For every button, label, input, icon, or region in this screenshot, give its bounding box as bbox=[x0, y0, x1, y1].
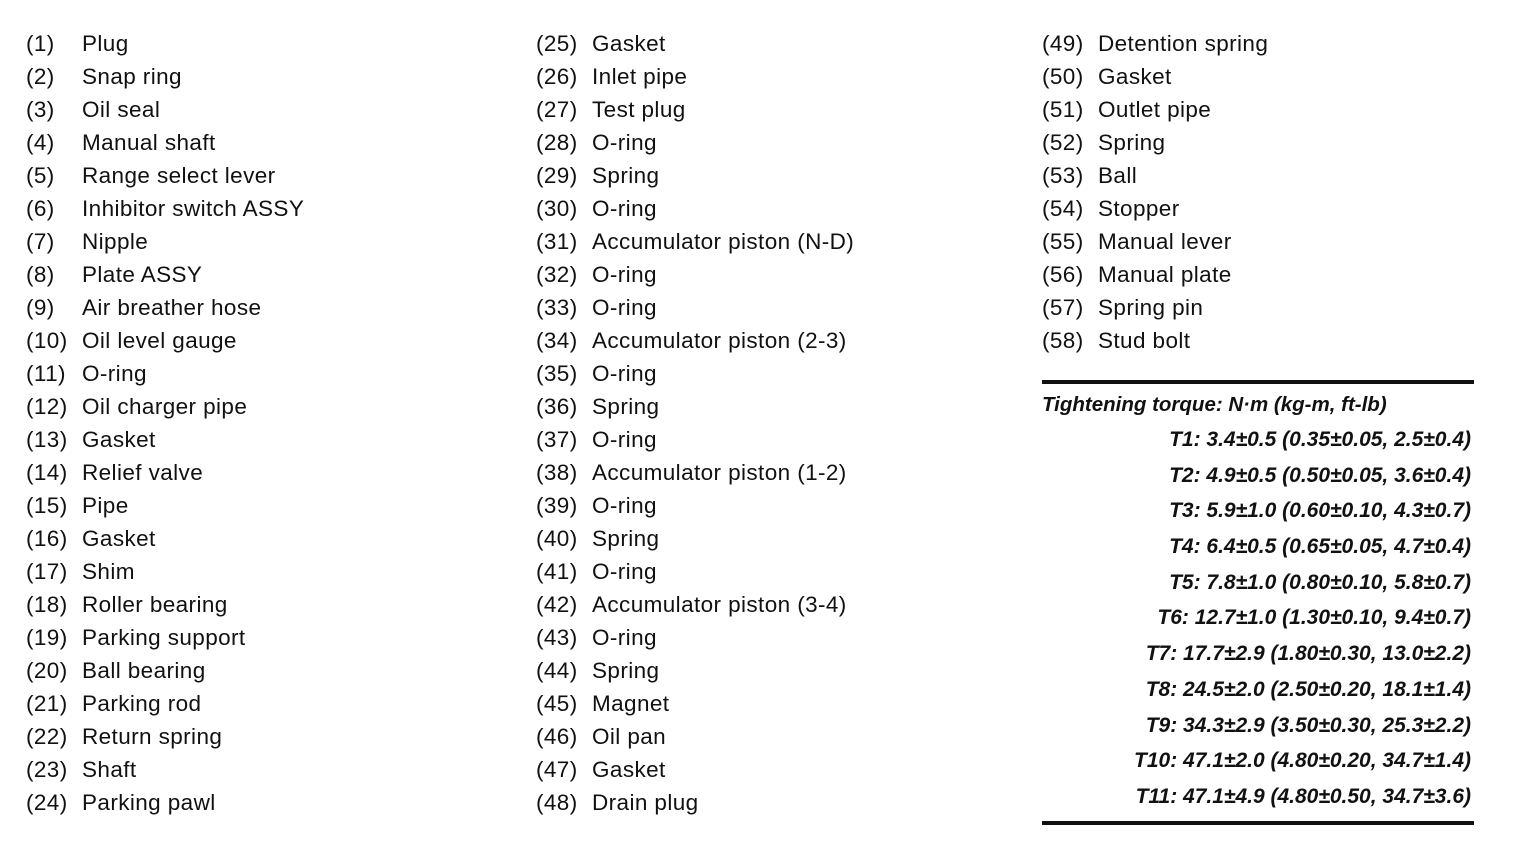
part-name: Manual plate bbox=[1098, 262, 1232, 287]
part-number: (36) bbox=[536, 394, 578, 419]
part-number: (41) bbox=[536, 559, 578, 584]
part-number: (15) bbox=[26, 493, 68, 518]
part-name: Shaft bbox=[82, 757, 137, 782]
part-item bbox=[536, 60, 854, 93]
part-number: (16) bbox=[26, 526, 68, 551]
part-item bbox=[536, 390, 854, 423]
part-item bbox=[536, 423, 854, 456]
torque-spec: T10: 47.1±2.0 (4.80±0.20, 34.7±1.4) bbox=[1134, 749, 1471, 773]
torque-list bbox=[1042, 422, 1474, 815]
part-item bbox=[536, 27, 854, 60]
part-name: Gasket bbox=[82, 427, 156, 452]
part-name: Drain plug bbox=[592, 790, 699, 815]
torque-spec: T9: 34.3±2.9 (3.50±0.30, 25.3±2.2) bbox=[1145, 713, 1471, 737]
part-name: Roller bearing bbox=[82, 592, 228, 617]
part-item bbox=[1042, 225, 1268, 258]
part-number: (8) bbox=[26, 262, 55, 287]
part-number: (43) bbox=[536, 625, 578, 650]
part-item bbox=[26, 60, 304, 93]
part-item bbox=[536, 786, 854, 819]
part-item bbox=[26, 489, 304, 522]
parts-list-column-1 bbox=[26, 27, 304, 819]
part-item bbox=[536, 588, 854, 621]
part-item bbox=[26, 621, 304, 654]
part-number: (48) bbox=[536, 790, 578, 815]
part-item bbox=[26, 555, 304, 588]
part-number: (50) bbox=[1042, 64, 1084, 89]
part-item bbox=[26, 786, 304, 819]
part-name: Oil level gauge bbox=[82, 328, 237, 353]
part-number: (45) bbox=[536, 691, 578, 716]
part-name: Shim bbox=[82, 559, 135, 584]
part-name: Manual lever bbox=[1098, 229, 1232, 254]
part-name: Parking support bbox=[82, 625, 246, 650]
part-item bbox=[536, 555, 854, 588]
part-number: (29) bbox=[536, 163, 578, 188]
part-item bbox=[26, 357, 304, 390]
part-item bbox=[1042, 192, 1268, 225]
part-number: (4) bbox=[26, 130, 55, 155]
part-name: Range select lever bbox=[82, 163, 276, 188]
part-number: (13) bbox=[26, 427, 68, 452]
part-name: Air breather hose bbox=[82, 295, 262, 320]
part-number: (25) bbox=[536, 31, 578, 56]
part-item bbox=[1042, 258, 1268, 291]
part-number: (40) bbox=[536, 526, 578, 551]
part-item bbox=[26, 753, 304, 786]
part-number: (30) bbox=[536, 196, 578, 221]
part-number: (37) bbox=[536, 427, 578, 452]
part-number: (49) bbox=[1042, 31, 1084, 56]
part-name: Oil charger pipe bbox=[82, 394, 248, 419]
part-item bbox=[26, 258, 304, 291]
part-name: Stud bolt bbox=[1098, 328, 1191, 353]
part-item bbox=[536, 720, 854, 753]
part-item bbox=[536, 357, 854, 390]
part-name: Stopper bbox=[1098, 196, 1180, 221]
part-number: (52) bbox=[1042, 130, 1084, 155]
part-name: Spring pin bbox=[1098, 295, 1204, 320]
part-item bbox=[536, 93, 854, 126]
part-number: (21) bbox=[26, 691, 68, 716]
part-name: Spring bbox=[592, 526, 660, 551]
part-name: Return spring bbox=[82, 724, 223, 749]
part-name: O-ring bbox=[592, 196, 657, 221]
part-name: Spring bbox=[1098, 130, 1166, 155]
part-number: (55) bbox=[1042, 229, 1084, 254]
part-name: Plate ASSY bbox=[82, 262, 203, 287]
part-number: (12) bbox=[26, 394, 68, 419]
part-name: O-ring bbox=[592, 493, 657, 518]
part-number: (17) bbox=[26, 559, 68, 584]
part-item bbox=[1042, 159, 1268, 192]
part-item bbox=[536, 291, 854, 324]
torque-spec: T11: 47.1±4.9 (4.80±0.50, 34.7±3.6) bbox=[1135, 784, 1471, 808]
part-number: (42) bbox=[536, 592, 578, 617]
part-number: (7) bbox=[26, 229, 55, 254]
part-number: (44) bbox=[536, 658, 578, 683]
part-name: O-ring bbox=[592, 361, 657, 386]
part-item bbox=[536, 489, 854, 522]
part-number: (38) bbox=[536, 460, 578, 485]
part-name: O-ring bbox=[592, 427, 657, 452]
part-number: (1) bbox=[26, 31, 55, 56]
part-item bbox=[26, 27, 304, 60]
part-name: Gasket bbox=[592, 31, 666, 56]
part-name: Detention spring bbox=[1098, 31, 1269, 56]
part-name: Plug bbox=[82, 31, 129, 56]
part-item bbox=[536, 621, 854, 654]
part-item bbox=[536, 753, 854, 786]
part-number: (47) bbox=[536, 757, 578, 782]
part-name: Oil pan bbox=[592, 724, 667, 749]
part-number: (19) bbox=[26, 625, 68, 650]
part-item bbox=[536, 324, 854, 357]
part-number: (3) bbox=[26, 97, 55, 122]
part-name: Oil seal bbox=[82, 97, 161, 122]
part-item bbox=[536, 258, 854, 291]
part-item bbox=[26, 291, 304, 324]
part-number: (31) bbox=[536, 229, 578, 254]
part-number: (9) bbox=[26, 295, 55, 320]
part-name: Parking rod bbox=[82, 691, 202, 716]
part-number: (14) bbox=[26, 460, 68, 485]
part-item bbox=[26, 423, 304, 456]
parts-list-column-3 bbox=[1042, 27, 1268, 357]
part-name: Inlet pipe bbox=[592, 64, 688, 89]
part-name: O-ring bbox=[592, 559, 657, 584]
part-item bbox=[536, 687, 854, 720]
part-number: (11) bbox=[26, 361, 66, 386]
part-number: (35) bbox=[536, 361, 578, 386]
part-name: Accumulator piston (3-4) bbox=[592, 592, 847, 617]
part-number: (32) bbox=[536, 262, 578, 287]
part-item bbox=[26, 324, 304, 357]
part-number: (27) bbox=[536, 97, 578, 122]
part-name: Outlet pipe bbox=[1098, 97, 1212, 122]
part-item bbox=[26, 687, 304, 720]
part-name: Spring bbox=[592, 163, 660, 188]
part-name: O-ring bbox=[592, 262, 657, 287]
part-item bbox=[1042, 324, 1268, 357]
part-number: (34) bbox=[536, 328, 578, 353]
part-number: (20) bbox=[26, 658, 68, 683]
part-name: Magnet bbox=[592, 691, 670, 716]
part-number: (23) bbox=[26, 757, 68, 782]
part-item bbox=[26, 93, 304, 126]
part-item bbox=[536, 159, 854, 192]
part-number: (6) bbox=[26, 196, 55, 221]
part-name: Pipe bbox=[82, 493, 129, 518]
part-name: O-ring bbox=[592, 295, 657, 320]
part-number: (26) bbox=[536, 64, 578, 89]
part-item bbox=[26, 225, 304, 258]
part-name: Parking pawl bbox=[82, 790, 216, 815]
part-name: Inhibitor switch ASSY bbox=[82, 196, 305, 221]
part-number: (53) bbox=[1042, 163, 1084, 188]
part-item bbox=[26, 159, 304, 192]
part-number: (46) bbox=[536, 724, 578, 749]
part-name: Snap ring bbox=[82, 64, 182, 89]
part-name: Spring bbox=[592, 658, 660, 683]
torque-top-rule bbox=[1042, 380, 1474, 384]
part-item bbox=[1042, 60, 1268, 93]
part-item bbox=[1042, 291, 1268, 324]
part-name: Spring bbox=[592, 394, 660, 419]
torque-table bbox=[1042, 388, 1474, 815]
torque-spec: T8: 24.5±2.0 (2.50±0.20, 18.1±1.4) bbox=[1145, 677, 1471, 701]
part-item bbox=[1042, 27, 1268, 60]
torque-spec: T2: 4.9±0.5 (0.50±0.05, 3.6±0.4) bbox=[1169, 463, 1471, 487]
torque-spec: T6: 12.7±1.0 (1.30±0.10, 9.4±0.7) bbox=[1157, 606, 1471, 630]
part-number: (51) bbox=[1042, 97, 1084, 122]
part-item bbox=[26, 522, 304, 555]
part-item bbox=[26, 654, 304, 687]
part-name: Relief valve bbox=[82, 460, 204, 485]
part-number: (22) bbox=[26, 724, 68, 749]
part-number: (56) bbox=[1042, 262, 1084, 287]
part-name: O-ring bbox=[592, 130, 657, 155]
part-item bbox=[536, 126, 854, 159]
part-number: (2) bbox=[26, 64, 55, 89]
part-item bbox=[26, 126, 304, 159]
part-item bbox=[536, 456, 854, 489]
part-item bbox=[26, 720, 304, 753]
part-item bbox=[536, 225, 854, 258]
torque-spec: T5: 7.8±1.0 (0.80±0.10, 5.8±0.7) bbox=[1169, 570, 1471, 594]
part-name: Ball bearing bbox=[82, 658, 206, 683]
part-number: (58) bbox=[1042, 328, 1084, 353]
torque-spec: T4: 6.4±0.5 (0.65±0.05, 4.7±0.4) bbox=[1169, 535, 1471, 559]
part-number: (33) bbox=[536, 295, 578, 320]
part-number: (24) bbox=[26, 790, 68, 815]
part-name: O-ring bbox=[82, 361, 147, 386]
part-name: Manual shaft bbox=[82, 130, 216, 155]
part-number: (57) bbox=[1042, 295, 1084, 320]
part-number: (10) bbox=[26, 328, 68, 353]
part-item bbox=[536, 654, 854, 687]
torque-heading: Tightening torque: N·m (kg-m, ft-lb) bbox=[1042, 393, 1387, 416]
torque-bottom-rule bbox=[1042, 821, 1474, 825]
part-item bbox=[536, 192, 854, 225]
part-number: (28) bbox=[536, 130, 578, 155]
part-name: Gasket bbox=[592, 757, 666, 782]
part-item bbox=[536, 522, 854, 555]
torque-spec: T1: 3.4±0.5 (0.35±0.05, 2.5±0.4) bbox=[1169, 428, 1471, 451]
part-item bbox=[1042, 126, 1268, 159]
part-item bbox=[26, 588, 304, 621]
part-name: Accumulator piston (N-D) bbox=[592, 229, 855, 254]
part-number: (5) bbox=[26, 163, 55, 188]
parts-list-column-2 bbox=[536, 27, 854, 819]
part-name: Accumulator piston (2-3) bbox=[592, 328, 847, 353]
part-number: (39) bbox=[536, 493, 578, 518]
torque-spec: T3: 5.9±1.0 (0.60±0.10, 4.3±0.7) bbox=[1169, 499, 1471, 523]
torque-spec: T7: 17.7±2.9 (1.80±0.30, 13.0±2.2) bbox=[1145, 642, 1471, 666]
part-name: Gasket bbox=[1098, 64, 1172, 89]
part-name: Accumulator piston (1-2) bbox=[592, 460, 847, 485]
part-name: Ball bbox=[1098, 163, 1138, 188]
part-number: (54) bbox=[1042, 196, 1084, 221]
part-item bbox=[26, 456, 304, 489]
part-name: Nipple bbox=[82, 229, 149, 254]
part-item bbox=[1042, 93, 1268, 126]
part-name: Test plug bbox=[592, 97, 686, 122]
part-item bbox=[26, 390, 304, 423]
part-name: O-ring bbox=[592, 625, 657, 650]
part-name: Gasket bbox=[82, 526, 156, 551]
part-number: (18) bbox=[26, 592, 68, 617]
part-item bbox=[26, 192, 304, 225]
